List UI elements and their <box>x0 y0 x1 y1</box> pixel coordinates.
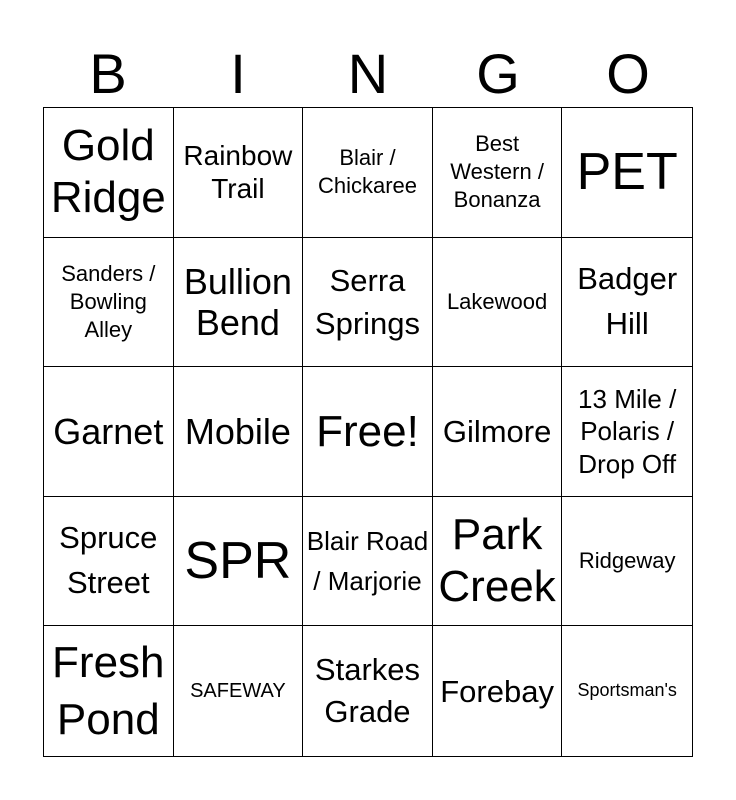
cell-label: Fresh Pond <box>52 638 165 745</box>
bingo-cell[interactable] <box>562 367 692 497</box>
cell-label: Blair / Chickaree <box>317 145 417 199</box>
bingo-cell[interactable] <box>562 626 692 756</box>
bingo-cell[interactable] <box>562 108 692 238</box>
bingo-cell[interactable] <box>303 626 433 756</box>
bingo-cell[interactable] <box>562 497 692 627</box>
bingo-cell[interactable] <box>174 367 304 497</box>
bingo-cell[interactable] <box>174 238 304 368</box>
cell-label: Garnet <box>53 410 164 452</box>
bingo-cell[interactable] <box>433 238 563 368</box>
bingo-cell[interactable] <box>174 626 304 756</box>
bingo-cell[interactable] <box>433 108 563 238</box>
header-letter-o: O <box>606 42 650 105</box>
bingo-cell[interactable] <box>303 497 433 627</box>
cell-label: Ridgeway <box>578 548 676 574</box>
bingo-cell[interactable] <box>303 367 433 497</box>
cell-label: Badger Hill <box>577 260 678 341</box>
bingo-board <box>43 107 693 757</box>
cell-label: Sportsman's <box>577 680 677 701</box>
bingo-cell[interactable] <box>303 238 433 368</box>
cell-label: Free! <box>316 406 419 456</box>
bingo-cell[interactable] <box>174 497 304 627</box>
bingo-cell[interactable] <box>44 367 174 497</box>
bingo-cell[interactable] <box>433 497 563 627</box>
bingo-cell[interactable] <box>44 626 174 756</box>
cell-label: Gilmore <box>442 413 552 449</box>
header-letter-n: N <box>347 42 389 105</box>
bingo-cell[interactable] <box>303 108 433 238</box>
header-letter-g: G <box>476 42 520 105</box>
cell-label: Mobile <box>184 410 291 452</box>
cell-label: Lakewood <box>446 288 548 314</box>
bingo-cell[interactable] <box>44 108 174 238</box>
cell-label: Sanders / Bowling Alley <box>61 260 156 342</box>
header-letter-b: B <box>89 42 127 105</box>
bingo-cell[interactable] <box>44 497 174 627</box>
bingo-cell[interactable] <box>433 367 563 497</box>
cell-label: Gold Ridge <box>50 121 166 223</box>
cell-label: Starkes Grade <box>314 652 421 730</box>
bingo-cell[interactable] <box>174 108 304 238</box>
bingo-cell[interactable] <box>433 626 563 756</box>
cell-label: Bullion Bend <box>183 260 292 343</box>
cell-label: Park Creek <box>438 510 556 612</box>
cell-label: 13 Mile / Polaris / Drop Off <box>578 384 677 479</box>
cell-label: Serra Springs <box>314 262 421 341</box>
bingo-header <box>43 40 693 108</box>
bingo-cell[interactable] <box>562 238 692 368</box>
cell-label: Blair Road / Marjorie <box>306 525 429 597</box>
cell-label: Best Western / Bonanza <box>450 131 544 213</box>
cell-label: Spruce Street <box>59 520 158 601</box>
bingo-cell[interactable] <box>44 238 174 368</box>
cell-label: Forebay <box>440 673 554 709</box>
cell-label: SAFEWAY <box>190 680 286 703</box>
header-letter-i: I <box>230 42 246 105</box>
cell-label: PET <box>576 143 678 201</box>
cell-label: SPR <box>184 531 292 590</box>
cell-label: Rainbow Trail <box>183 139 293 205</box>
